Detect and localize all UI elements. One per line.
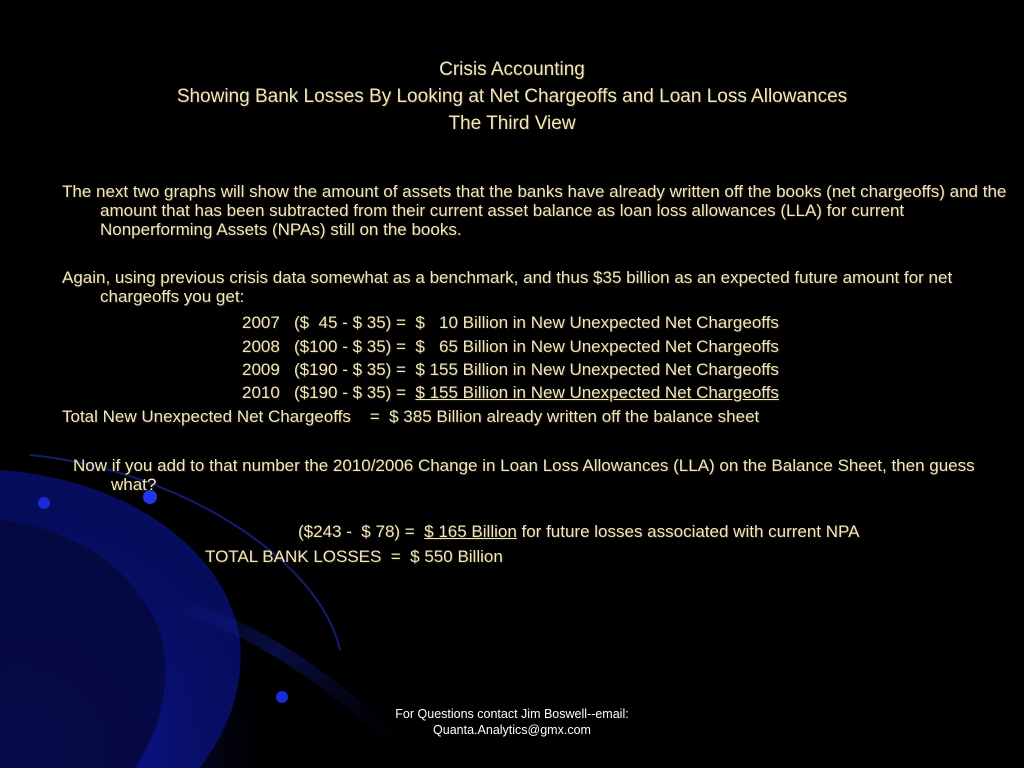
calc-row-2008	[242, 335, 779, 359]
calc-result: $ 155 Billion in New Unexpected Net Chargeoffs	[415, 383, 779, 402]
paragraph-benchmark: Again, using previous crisis data somewhat as a benchmark, and thus $35 billion as an expected future amount for net chargeoffs you get:	[62, 268, 953, 306]
calc-formula: 2010 ($190 - $ 35) =	[242, 383, 416, 402]
footer-line-1: For Questions contact Jim Boswell--email:	[395, 707, 629, 721]
calc-formula: 2007 ($ 45 - $ 35) =	[242, 313, 416, 332]
title-line-2: Showing Bank Losses By Looking at Net Chargeoffs and Loan Loss Allowances	[176, 86, 848, 107]
calc-row-2010	[242, 381, 779, 405]
calc-result: $ 10 Billion in New Unexpected Net Chargeoffs	[415, 313, 779, 332]
decor-dot-1	[38, 497, 50, 509]
calc-formula: 2009 ($190 - $ 35) =	[242, 360, 416, 379]
calc-formula: 2008 ($100 - $ 35) =	[242, 337, 416, 356]
total-chargeoffs: Total New Unexpected Net Chargeoffs = $ 385 Billion already written off the balance sheet	[62, 407, 760, 426]
paragraph-lla: Now if you add to that number the 2010/2006 Change in Loan Loss Allowances (LLA) on the Balance Sheet, then guess what?	[73, 456, 975, 494]
title-line-1: Crisis Accounting	[439, 59, 585, 80]
footer-contact	[0, 706, 1024, 738]
title-line-3: The Third View	[448, 113, 576, 134]
lla-amount: $ 165 Billion	[424, 522, 517, 541]
footer-email: Quanta.Analytics@gmx.com	[433, 723, 591, 737]
calc-row-2009	[242, 358, 779, 382]
lla-formula: ($243 - $ 78) =	[298, 522, 425, 541]
slide-title	[0, 56, 1024, 137]
calc-row-2007	[242, 311, 779, 335]
calc-result: $ 65 Billion in New Unexpected Net Chargeoffs	[415, 337, 779, 356]
total-bank-losses: TOTAL BANK LOSSES = $ 550 Billion	[205, 547, 503, 566]
paragraph-intro: The next two graphs will show the amount of assets that the banks have already written off the books (net chargeoffs) and the amount that has been subtracted from their current asset balance as loan loss allowances (LLA) for current Nonperforming Assets (NPAs) still on the books.	[62, 182, 1007, 239]
lla-calc-row	[298, 520, 859, 544]
decor-dot-3	[276, 691, 288, 703]
lla-suffix: for future losses associated with current NPA	[516, 522, 860, 541]
calc-result: $ 155 Billion in New Unexpected Net Chargeoffs	[415, 360, 779, 379]
